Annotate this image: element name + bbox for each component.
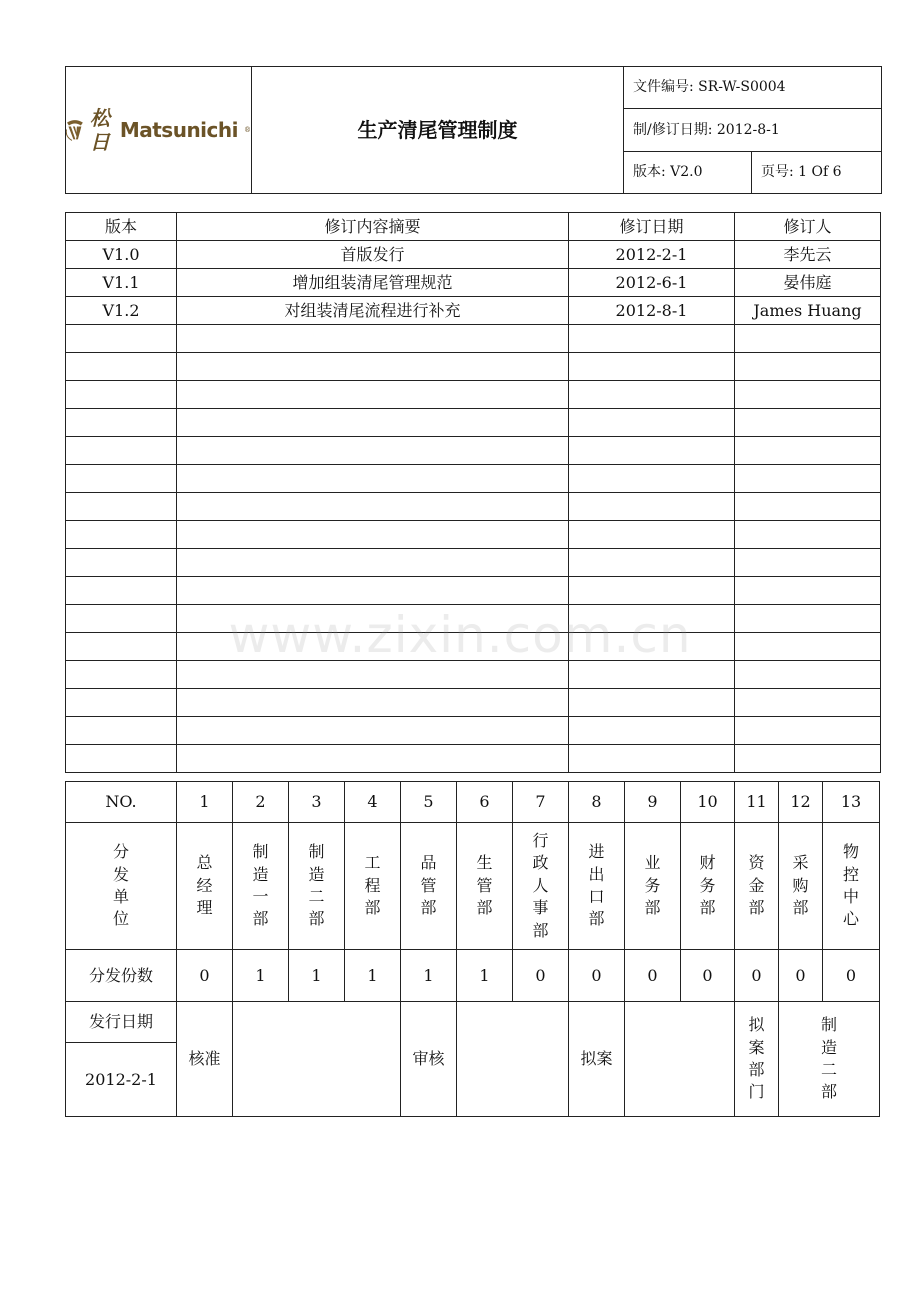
empty-table-row	[66, 521, 881, 549]
number-row	[66, 782, 880, 823]
empty-cell	[735, 437, 881, 465]
empty-cell	[177, 745, 569, 773]
department-number: 6	[457, 782, 513, 823]
department-number: 8	[569, 782, 625, 823]
distribution-table	[65, 781, 880, 1117]
department-cell	[513, 823, 569, 950]
copies-row	[66, 950, 880, 1002]
department-cell	[457, 823, 513, 950]
department-cell	[177, 823, 233, 950]
table-row	[66, 269, 881, 297]
copies-count: 0	[681, 950, 735, 1002]
empty-cell	[66, 521, 177, 549]
empty-cell	[177, 689, 569, 717]
revision-date-cell: 2012-8-1	[569, 297, 735, 325]
empty-cell	[569, 437, 735, 465]
approve-label: 核准	[177, 1002, 233, 1117]
department-name: 物控中心	[842, 842, 859, 929]
revision-date-cell: 2012-2-1	[569, 241, 735, 269]
empty-cell	[177, 521, 569, 549]
empty-cell	[66, 493, 177, 521]
revision-header-row	[66, 213, 881, 241]
column-header: 修订内容摘要	[177, 213, 569, 241]
empty-table-row	[66, 325, 881, 353]
empty-table-row	[66, 549, 881, 577]
empty-cell	[569, 493, 735, 521]
empty-cell	[66, 633, 177, 661]
document-header	[65, 66, 882, 194]
empty-cell	[569, 633, 735, 661]
approval-row	[66, 1002, 880, 1043]
copies-count: 0	[735, 950, 779, 1002]
department-number: 2	[233, 782, 289, 823]
empty-cell	[735, 605, 881, 633]
empty-cell	[735, 633, 881, 661]
department-number: 3	[289, 782, 345, 823]
revision-date: 制/修订日期: 2012-8-1	[624, 109, 882, 152]
empty-cell	[735, 493, 881, 521]
department-cell	[681, 823, 735, 950]
empty-cell	[569, 381, 735, 409]
copies-count: 1	[457, 950, 513, 1002]
empty-cell	[177, 717, 569, 745]
draft-dept-text: 制造二部	[820, 1015, 837, 1102]
empty-cell	[735, 549, 881, 577]
revision-date-cell: 2012-6-1	[569, 269, 735, 297]
number-label: NO.	[66, 782, 177, 823]
document-version: 版本: V2.0	[624, 152, 752, 194]
department-number: 13	[823, 782, 880, 823]
empty-cell	[735, 381, 881, 409]
department-number: 7	[513, 782, 569, 823]
copies-label: 分发份数	[66, 950, 177, 1002]
empty-cell	[735, 353, 881, 381]
department-name: 总经理	[196, 853, 213, 918]
empty-table-row	[66, 745, 881, 773]
department-cell	[289, 823, 345, 950]
empty-cell	[735, 717, 881, 745]
empty-cell	[66, 465, 177, 493]
department-name: 资金部	[748, 853, 765, 918]
empty-cell	[177, 661, 569, 689]
empty-cell	[66, 717, 177, 745]
table-row	[66, 297, 881, 325]
empty-table-row	[66, 353, 881, 381]
review-signature-cell	[457, 1002, 569, 1117]
department-cell	[735, 823, 779, 950]
empty-table-row	[66, 493, 881, 521]
copies-count: 0	[569, 950, 625, 1002]
empty-cell	[735, 661, 881, 689]
empty-cell	[177, 577, 569, 605]
empty-cell	[735, 745, 881, 773]
empty-table-row	[66, 717, 881, 745]
column-header: 修订人	[735, 213, 881, 241]
empty-cell	[735, 465, 881, 493]
empty-cell	[177, 325, 569, 353]
revision-author: 李先云	[735, 241, 881, 269]
empty-cell	[569, 465, 735, 493]
copies-count: 0	[823, 950, 880, 1002]
department-number: 1	[177, 782, 233, 823]
copies-count: 1	[233, 950, 289, 1002]
empty-cell	[66, 689, 177, 717]
empty-cell	[569, 409, 735, 437]
empty-cell	[66, 661, 177, 689]
unit-label	[66, 823, 177, 950]
empty-cell	[66, 745, 177, 773]
department-cell	[779, 823, 823, 950]
draft-label: 拟案	[569, 1002, 625, 1117]
document-number: 文件编号: SR-W-S0004	[624, 67, 882, 109]
department-cell	[823, 823, 880, 950]
department-name: 生管部	[476, 853, 493, 918]
empty-cell	[569, 521, 735, 549]
revision-summary: 对组装清尾流程进行补充	[177, 297, 569, 325]
registered-mark-icon: ®	[244, 125, 251, 134]
empty-cell	[177, 409, 569, 437]
unit-row	[66, 823, 880, 950]
department-number: 11	[735, 782, 779, 823]
revision-history-table	[65, 212, 881, 773]
logo-brand-name: Matsunichi	[119, 118, 238, 142]
empty-table-row	[66, 381, 881, 409]
department-number: 5	[401, 782, 457, 823]
copies-count: 0	[177, 950, 233, 1002]
department-number: 10	[681, 782, 735, 823]
logo-chinese-name: 松日	[89, 106, 110, 154]
empty-cell	[569, 717, 735, 745]
empty-cell	[66, 549, 177, 577]
department-number: 12	[779, 782, 823, 823]
draft-dept-label-text: 拟案部门	[748, 1015, 765, 1102]
empty-cell	[66, 409, 177, 437]
empty-cell	[569, 689, 735, 717]
revision-version: V1.0	[66, 241, 177, 269]
draft-dept-label	[735, 1002, 779, 1117]
watermark: www.zixin.com.cn	[228, 606, 692, 664]
empty-cell	[177, 381, 569, 409]
department-name: 品管部	[420, 853, 437, 918]
empty-cell	[569, 661, 735, 689]
approve-signature-cell	[233, 1002, 401, 1117]
empty-cell	[177, 437, 569, 465]
draft-dept-value	[779, 1002, 880, 1117]
empty-table-row	[66, 605, 881, 633]
empty-cell	[177, 605, 569, 633]
department-number: 9	[625, 782, 681, 823]
unit-label-text: 分发单位	[112, 842, 129, 929]
page-number: 页号: 1 Of 6	[752, 152, 882, 194]
department-name: 工程部	[364, 853, 381, 918]
empty-table-row	[66, 409, 881, 437]
revision-summary: 首版发行	[177, 241, 569, 269]
department-number: 4	[345, 782, 401, 823]
empty-cell	[569, 549, 735, 577]
revision-author: James Huang	[735, 297, 881, 325]
copies-count: 0	[779, 950, 823, 1002]
empty-table-row	[66, 577, 881, 605]
revision-author: 晏伟庭	[735, 269, 881, 297]
empty-cell	[735, 325, 881, 353]
empty-table-row	[66, 633, 881, 661]
department-name: 业务部	[644, 853, 661, 918]
review-label: 审核	[401, 1002, 457, 1117]
empty-cell	[569, 353, 735, 381]
department-name: 制造一部	[252, 842, 269, 929]
empty-cell	[569, 605, 735, 633]
revision-version: V1.2	[66, 297, 177, 325]
department-name: 采购部	[792, 853, 809, 918]
empty-cell	[66, 353, 177, 381]
copies-count: 1	[401, 950, 457, 1002]
issue-date-label: 发行日期	[66, 1002, 177, 1043]
department-cell	[233, 823, 289, 950]
empty-table-row	[66, 437, 881, 465]
department-cell	[569, 823, 625, 950]
empty-cell	[569, 577, 735, 605]
empty-cell	[177, 549, 569, 577]
empty-cell	[177, 493, 569, 521]
copies-count: 0	[513, 950, 569, 1002]
empty-cell	[177, 353, 569, 381]
draft-signature-cell	[625, 1002, 735, 1117]
empty-cell	[66, 605, 177, 633]
department-name: 行政人事部	[532, 831, 549, 940]
empty-table-row	[66, 689, 881, 717]
column-header: 版本	[66, 213, 177, 241]
copies-count: 1	[345, 950, 401, 1002]
empty-table-row	[66, 661, 881, 689]
issue-date-value: 2012-2-1	[66, 1043, 177, 1117]
copies-count: 0	[625, 950, 681, 1002]
empty-table-row	[66, 465, 881, 493]
empty-cell	[177, 465, 569, 493]
empty-cell	[735, 409, 881, 437]
document-title: 生产清尾管理制度	[252, 67, 624, 194]
empty-cell	[66, 437, 177, 465]
empty-cell	[735, 577, 881, 605]
empty-cell	[66, 381, 177, 409]
department-cell	[401, 823, 457, 950]
copies-count: 1	[289, 950, 345, 1002]
column-header: 修订日期	[569, 213, 735, 241]
empty-cell	[569, 745, 735, 773]
department-cell	[345, 823, 401, 950]
table-row	[66, 241, 881, 269]
empty-cell	[177, 633, 569, 661]
company-logo	[66, 67, 252, 194]
department-cell	[625, 823, 681, 950]
department-name: 制造二部	[308, 842, 325, 929]
empty-cell	[66, 325, 177, 353]
empty-cell	[735, 689, 881, 717]
revision-version: V1.1	[66, 269, 177, 297]
empty-cell	[735, 521, 881, 549]
empty-cell	[66, 577, 177, 605]
empty-cell	[569, 325, 735, 353]
revision-summary: 增加组装清尾管理规范	[177, 269, 569, 297]
department-name: 财务部	[699, 853, 716, 918]
department-name: 进出口部	[588, 842, 605, 929]
logo-emblem-icon	[66, 107, 84, 153]
